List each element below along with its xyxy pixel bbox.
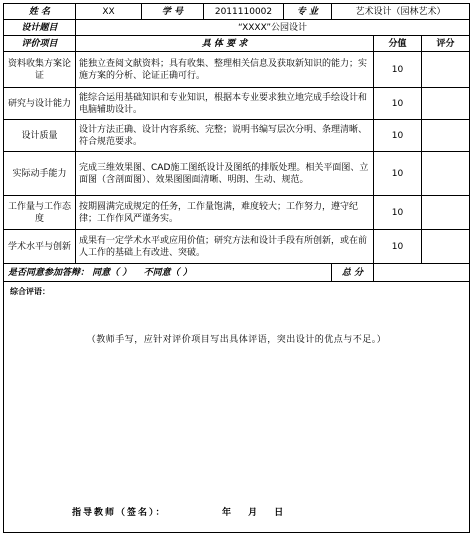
criteria-item: 学术水平与创新 — [4, 230, 76, 264]
criteria-grade[interactable] — [422, 120, 470, 152]
criteria-row — [4, 88, 470, 120]
student-id-value[interactable]: 2011110002 — [204, 4, 284, 20]
criteria-requirement: 能独立查阅文献资料；具有收集、整理相关信息及获取新知识的能力；实施方案的分析、论证正确可行。 — [76, 52, 374, 88]
criteria-requirement: 完成三维效果图、CAD施工图纸设计及图纸的排版处理。相关平面图、立面图（含剖面图）、效果图图面清晰、明朗、生动、规范。 — [76, 152, 374, 196]
defense-row — [4, 264, 332, 282]
criteria-item: 资料收集方案论证 — [4, 52, 76, 88]
criteria-row — [4, 152, 470, 196]
criteria-score: 10 — [374, 230, 422, 264]
criteria-score: 10 — [374, 120, 422, 152]
col-requirement: 具 体 要 求 — [76, 36, 374, 52]
teacher-signature-label: 指导教师（签名）： — [72, 508, 167, 518]
criteria-requirement: 能综合运用基础知识和专业知识，根据本专业要求独立地完成手绘设计和电脑辅助设计。 — [76, 88, 374, 120]
col-item: 评价项目 — [4, 36, 76, 52]
evaluation-form — [3, 3, 470, 533]
signature-date: 年 月 日 — [222, 508, 284, 518]
total-value[interactable] — [374, 264, 470, 282]
criteria-requirement: 设计方法正确、设计内容系统、完整；说明书编写层次分明、条理清晰、符合规范要求。 — [76, 120, 374, 152]
criteria-item: 研究与设计能力 — [4, 88, 76, 120]
criteria-score: 10 — [374, 88, 422, 120]
name-value[interactable]: XX — [76, 4, 142, 20]
topic-value[interactable]: “XXXX”公园设计 — [76, 20, 470, 36]
total-label: 总 分 — [332, 264, 374, 282]
criteria-grade[interactable] — [422, 196, 470, 230]
criteria-row — [4, 52, 470, 88]
criteria-grade[interactable] — [422, 88, 470, 120]
defense-agree[interactable]: 同意（ ） — [92, 267, 132, 278]
criteria-grade[interactable] — [422, 152, 470, 196]
criteria-grade[interactable] — [422, 230, 470, 264]
col-grade: 评分 — [422, 36, 470, 52]
criteria-row — [4, 120, 470, 152]
criteria-score: 10 — [374, 196, 422, 230]
defense-disagree[interactable]: 不同意（ ） — [143, 267, 192, 278]
major-value[interactable]: 艺术设计（园林艺术） — [332, 4, 470, 20]
criteria-item: 实际动手能力 — [4, 152, 76, 196]
criteria-row — [4, 196, 470, 230]
comment-label: 综合评语： — [10, 287, 50, 296]
defense-label: 是否同意参加答辩： — [8, 267, 90, 278]
criteria-item: 设计质量 — [4, 120, 76, 152]
student-id-label: 学 号 — [142, 4, 204, 20]
topic-label: 设计题目 — [4, 20, 76, 36]
name-label: 姓 名 — [4, 4, 76, 20]
criteria-score: 10 — [374, 152, 422, 196]
comment-section[interactable] — [4, 282, 470, 533]
criteria-row — [4, 230, 470, 264]
criteria-item: 工作量与工作态度 — [4, 196, 76, 230]
col-score: 分值 — [374, 36, 422, 52]
comment-hint: （教师手写，应针对评价项目写出具体评语，突出设计的优点与不足。） — [86, 335, 387, 345]
major-label: 专 业 — [284, 4, 332, 20]
criteria-grade[interactable] — [422, 52, 470, 88]
criteria-score: 10 — [374, 52, 422, 88]
criteria-requirement: 成果有一定学术水平或应用价值；研究方法和设计手段有所创新，或在前人工作的基础上有改进、突破。 — [76, 230, 374, 264]
criteria-requirement: 按期圆满完成规定的任务，工作量饱满，难度较大；工作努力，遵守纪律；工作作风严谨务实。 — [76, 196, 374, 230]
